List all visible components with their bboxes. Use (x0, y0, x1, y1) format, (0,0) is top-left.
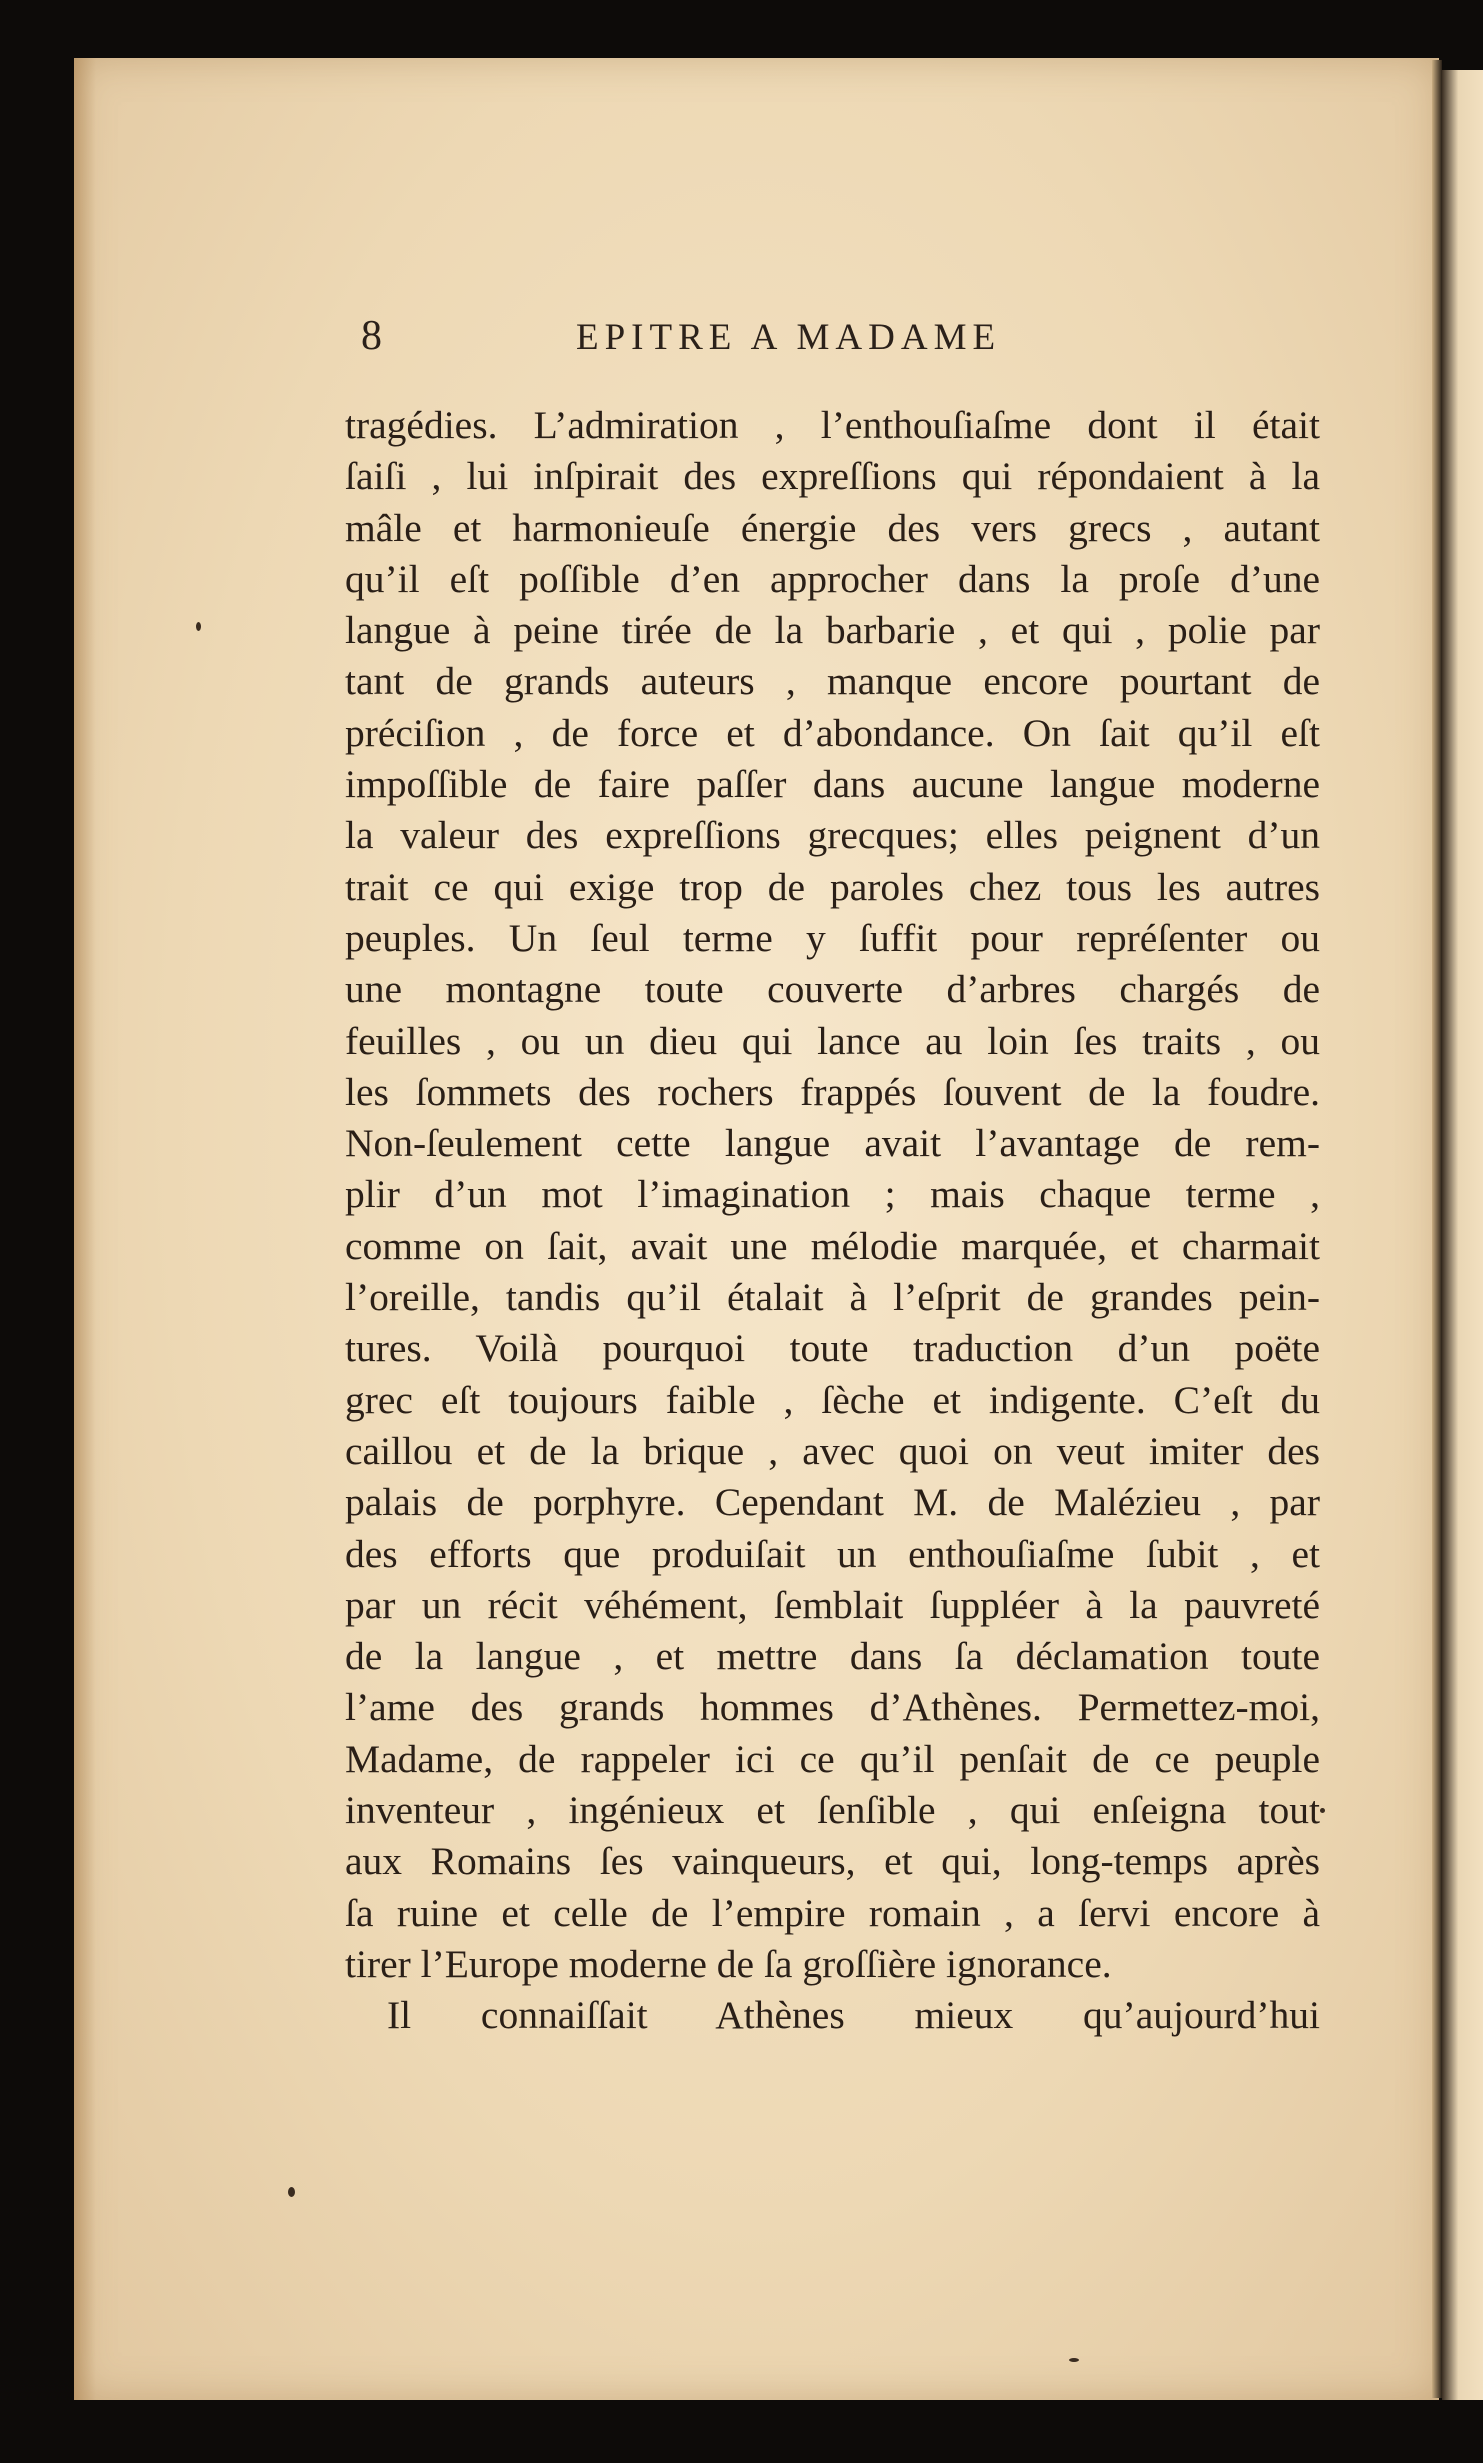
book-spine (1432, 60, 1442, 2398)
text-line: des efforts que produiſait un enthouſiaſme ſubit , et (345, 1531, 1320, 1576)
text-line: mâle et harmonieuſe énergie des vers grecs , autant (345, 505, 1320, 550)
text-line: l’ame des grands hommes d’Athènes. Permettez-moi, (345, 1685, 1320, 1730)
text-line: par un récit véhément, ſemblait ſuppléer à la pauvreté (345, 1582, 1320, 1627)
text-line: Madame, de rappeler ici ce qu’il penſait de ce peuple (345, 1736, 1320, 1781)
text-line: feuilles , ou un dieu qui lance au loin ſes traits , ou (345, 1018, 1320, 1063)
text-line: peuples. Un ſeul terme y ſuffit pour repréſenter ou (345, 915, 1320, 960)
text-line: une montagne toute couverte d’arbres chargés de (345, 967, 1320, 1012)
text-line: tirer l’Europe moderne de ſa groſſière ignorance. (345, 1941, 1112, 1986)
text-line: Il connaiſſait Athènes mieux qu’aujourd’hui (387, 1993, 1320, 2038)
page-header (361, 312, 1101, 372)
running-head: EPITRE A MADAME (576, 317, 1002, 358)
text-line: ſa ruine et celle de l’empire romain , a ſervi encore à (345, 1890, 1320, 1935)
text-line: caillou et de la brique , avec quoi on veut imiter des (345, 1428, 1320, 1473)
text-line: inventeur , ingénieux et ſenſible , qui enſeigna tout (345, 1788, 1320, 1833)
text-line: trait ce qui exige trop de paroles chez tous les autres (345, 864, 1320, 909)
text-line: tant de grands auteurs , manque encore pourtant de (345, 659, 1320, 704)
page-edge-shadow (74, 58, 96, 2400)
text-line: palais de porphyre. Cependant M. de Malézieu , par (345, 1480, 1320, 1525)
text-line: ſaiſi , lui inſpirait des expreſſions qui répondaient à la (345, 454, 1320, 499)
paper-fleck (1320, 1808, 1325, 1813)
text-line: grec eſt toujours faible , ſèche et indigente. C’eſt du (345, 1377, 1320, 1422)
text-line: comme on ſait, avait une mélodie marquée, et charmait (345, 1223, 1320, 1268)
paper-fleck (196, 622, 201, 631)
text-line: qu’il eſt poſſible d’en approcher dans la proſe d’une (345, 556, 1320, 601)
text-line: la valeur des expreſſions grecques; elles peignent d’un (345, 813, 1320, 858)
paper-fleck (288, 2187, 295, 2197)
facing-page-edge (1442, 70, 1483, 2400)
text-line: tragédies. L’admiration , l’enthouſiaſme dont il était (345, 403, 1320, 447)
body-text (345, 400, 1320, 2042)
text-line: de la langue , et mettre dans ſa déclamation toute (345, 1634, 1320, 1679)
page-number: 8 (361, 313, 382, 359)
text-line: Non-ſeulement cette langue avait l’avantage de rem- (345, 1121, 1320, 1166)
text-line: plir d’un mot l’imagination ; mais chaque terme , (345, 1172, 1320, 1217)
text-line: impoſſible de faire paſſer dans aucune langue moderne (345, 762, 1320, 807)
text-line: l’oreille, tandis qu’il étalait à l’eſprit de grandes pein- (345, 1275, 1320, 1320)
text-line: les ſommets des rochers frappés ſouvent de la foudre. (345, 1069, 1320, 1114)
text-line: préciſion , de force et d’abondance. On ſait qu’il eſt (345, 710, 1320, 755)
paper-fleck (1069, 2358, 1079, 2362)
text-line: langue à peine tirée de la barbarie , et qui , polie par (345, 608, 1320, 653)
text-line: tures. Voilà pourquoi toute traduction d’un poëte (345, 1326, 1320, 1371)
text-line: aux Romains ſes vainqueurs, et qui, long-temps après (345, 1839, 1320, 1884)
